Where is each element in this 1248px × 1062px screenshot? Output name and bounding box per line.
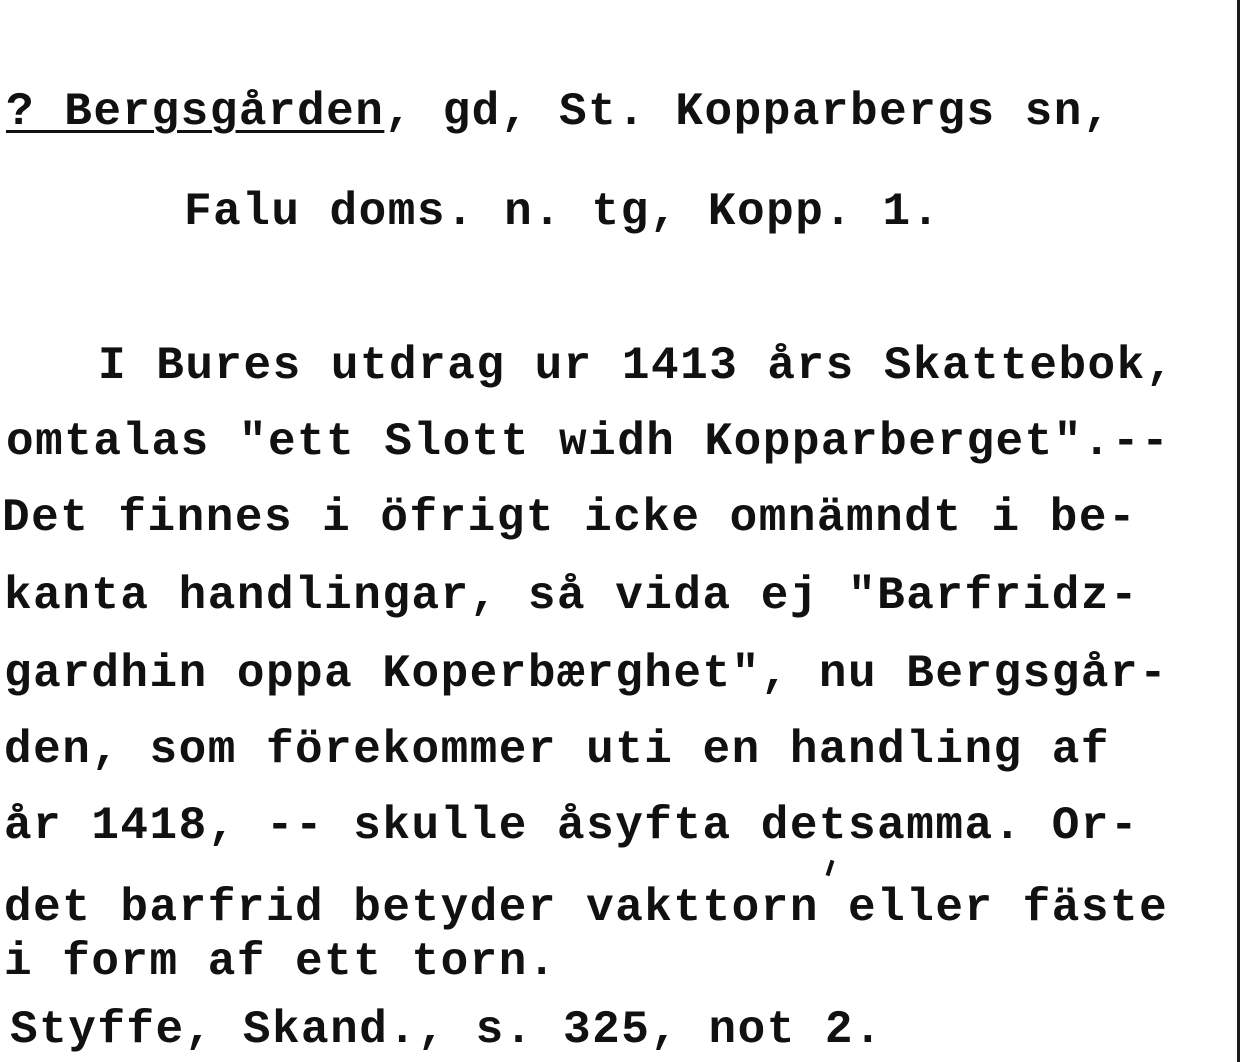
body-line-6: den, som förekommer uti en handling af [4, 724, 1110, 776]
body-line-9: i form af ett torn. [4, 936, 557, 988]
place-description: , gd, St. Kopparbergs sn, [384, 86, 1112, 138]
body-line-4: kanta handlingar, så vida ej "Barfridz- [4, 570, 1140, 622]
body-line-8: det barfrid betyder vakttorn eller fäste [4, 882, 1169, 934]
card-right-edge [1237, 0, 1240, 1062]
body-line-5: gardhin oppa Koperbærghet", nu Bergsgår- [4, 648, 1169, 700]
body-line-3: Det finnes i öfrigt icke omnämndt i be- [2, 492, 1138, 544]
source-citation: Styffe, Skand., s. 325, not 2. [10, 1004, 884, 1056]
location-line: Falu doms. n. tg, Kopp. 1. [184, 186, 941, 238]
body-line-7: år 1418, -- skulle åsyfta detsamma. Or- [4, 800, 1140, 852]
place-name: ? Bergsgården [6, 86, 385, 138]
body-line-1: I Bures utdrag ur 1413 års Skattebok, [98, 340, 1175, 392]
body-line-2: omtalas "ett Slott widh Kopparberget".-- [6, 416, 1171, 468]
card-heading [6, 86, 1112, 138]
handwritten-accent-mark [826, 860, 835, 876]
